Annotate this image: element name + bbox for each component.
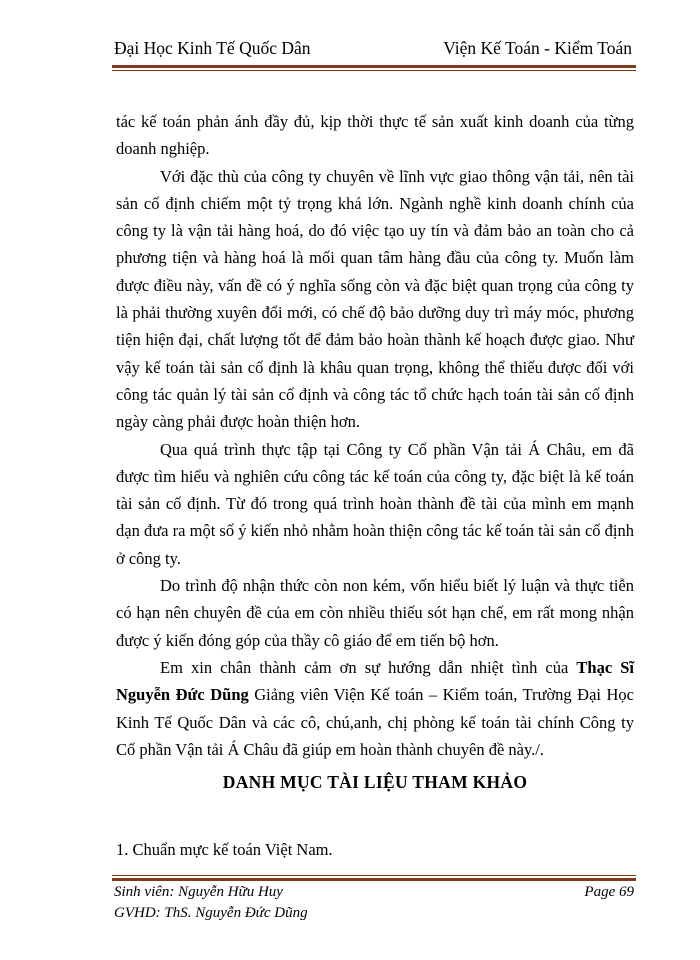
page-footer [114,882,634,924]
paragraph-3: Qua quá trình thực tập tại Công ty Cổ phần Vận tải Á Châu, em đã được tìm hiểu và nghiên cứu công tác kế toán của công ty, đặc biệt là kế toán tài sản cố định. Từ đó trong quá trình hoàn thành đề tài của mình em mạnh dạn đưa ra một số ý kiến nhỏ nhằm hoàn thiện công tác kế toán tài sản cố định ở công ty. [116,439,634,568]
footer-advisor: GVHD: ThS. Nguyễn Đức Dũng [114,905,308,921]
paragraph-4: Do trình độ nhận thức còn non kém, vốn hiểu biết lý luận và thực tiễn có hạn nên chuyên đề của em còn nhiều thiếu sót hạn chế, em rất mong nhận được ý kiến đóng góp của thầy cô giáo để em tiến bộ hơn. [116,576,634,650]
acknowledgement-end: Giảng viên Viện Kế toán – Kiểm toán, Trường Đại Học Kinh Tế Quốc Dân và các cô, chú,anh, chị phòng kế toán tài chính Công ty Cổ phần Vận tải Á Châu đã giúp em hoàn thành chuyên đề này./. [116,685,634,759]
header-rule-thin [112,70,636,71]
reference-item-1: 1. Chuẩn mực kế toán Việt Nam. [116,840,333,860]
page-number: Page 69 [584,884,634,900]
advisor-name: Thạc Sĩ Nguyễn Đức Dũng [116,657,634,705]
acknowledgement-start: Em xin chân thành cảm ơn sự hướng dẫn nhiệt tình của [160,657,577,677]
references-heading: DANH MỤC TÀI LIỆU THAM KHẢO [222,772,528,793]
header-university: Đại Học Kinh Tế Quốc Dân [114,38,311,58]
footer-rule-thick [112,878,636,881]
header-institute: Viện Kế Toán - Kiểm Toán [443,38,632,58]
page-body [116,108,634,864]
footer-student: Sinh viên: Nguyễn Hữu Huy [114,884,283,900]
footer-rule-thin [112,875,636,876]
paragraph-2: Với đặc thù của công ty chuyên về lĩnh vực giao thông vận tải, nên tài sản cố định chiếm một tỷ trọng khá lớn. Ngành nghề kinh doanh chính của công ty là vận tải hàng hoá, do đó việc tạo uy tín và đảm bảo an toàn cho cả phương tiện và hàng hoá là mối quan tâm hàng đầu của công ty. Muốn làm được điều này, vấn đề có ý nghĩa sống còn và đặc biệt quan trọng của công ty là phải thường xuyên đổi mới, có chế độ bảo dưỡng duy trì máy móc, phương tiện hiện đại, chất lượng tốt để đảm bảo hoàn thành kế hoạch được giao. Như vậy kế toán tài sản cố định là khâu quan trọng, không thể thiếu được đối với công tác quản lý tài sản cố định và công tác tổ chức hạch toán tài sản cố định ngày càng phải được hoàn thiện hơn. [116,166,634,432]
paragraph-1: tác kế toán phản ánh đầy đủ, kịp thời thực tế sản xuất kinh doanh của từng doanh nghiệp. [116,112,634,159]
paragraph-5 [116,654,634,763]
header-rule-thick [112,65,636,68]
page-header [114,36,632,64]
